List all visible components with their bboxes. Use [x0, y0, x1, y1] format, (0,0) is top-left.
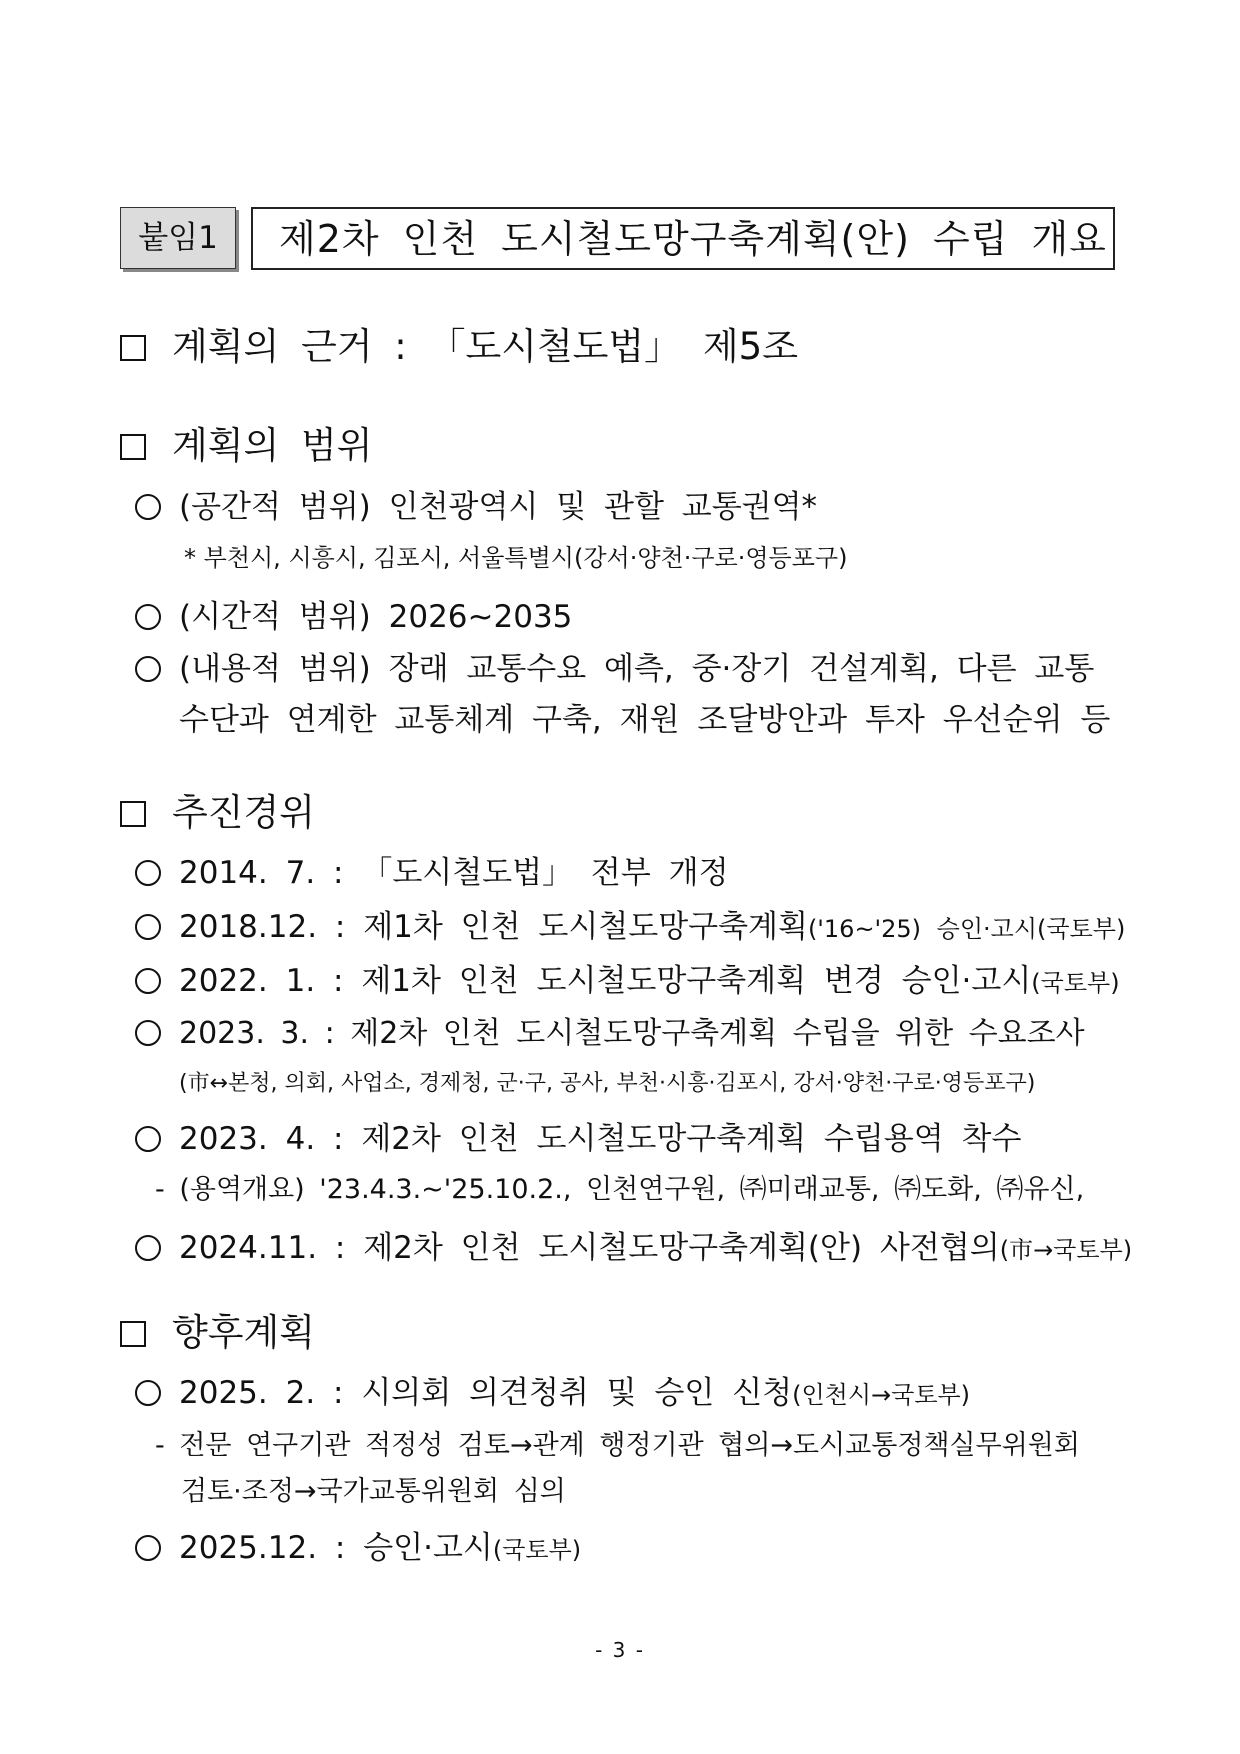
- list-item: [135, 906, 1125, 950]
- circle-bullet-icon: [135, 914, 161, 940]
- page-number: - 3 -: [595, 1638, 645, 1662]
- list-item: [135, 1227, 1132, 1271]
- list-item-text: 2024.11. : 제2차 인천 도시철도망구축계획(안) 사전협의: [179, 1230, 1000, 1266]
- sub-item: - (용역개요) '23.4.3.~'25.10.2., 인천연구원, ㈜미래교통, ㈜도화, ㈜유신,: [155, 1174, 1085, 1205]
- section-title: 추진경위: [172, 791, 315, 834]
- list-item-text: 2018.12. : 제1차 인천 도시철도망구축계획: [179, 909, 808, 945]
- list-item: [135, 596, 572, 638]
- checkbox-square-icon: [120, 434, 146, 460]
- checkbox-square-icon: [120, 335, 146, 361]
- list-item: [135, 960, 1120, 1004]
- list-item: [135, 1118, 1021, 1160]
- section-basis: [120, 324, 798, 370]
- list-item-suffix: (인천시→국토부): [792, 1381, 971, 1409]
- circle-bullet-icon: [135, 860, 161, 886]
- checkbox-square-icon: [120, 801, 146, 827]
- section-scope: [120, 423, 372, 469]
- circle-bullet-icon: [135, 656, 161, 682]
- list-item-text: (시간적 범위) 2026~2035: [179, 599, 573, 635]
- list-item-text: 2023. 3. : 제2차 인천 도시철도망구축계획 수립을 위한 수요조사: [179, 1016, 1085, 1051]
- list-item-suffix: (국토부): [1031, 969, 1120, 997]
- sub-note: (市↔본청, 의회, 사업소, 경제청, 군·구, 공사, 부천·시흥·김포시, 강서·양천·구로·영등포구): [179, 1071, 1036, 1096]
- footnote: * 부천시, 시흥시, 김포시, 서울특별시(강서·양천·구로·영등포구): [184, 544, 848, 572]
- list-item: [135, 486, 817, 528]
- circle-bullet-icon: [135, 1235, 161, 1261]
- sub-item-continuation: 검토·조정→국가교통위원회 심의: [181, 1476, 566, 1507]
- list-item-text: 2025.12. : 승인·고시: [179, 1530, 493, 1566]
- section-history: [120, 790, 315, 836]
- document-title: 제2차 인천 도시철도망구축계획(안) 수립 개요: [251, 207, 1115, 270]
- sub-item: - 전문 연구기관 적정성 검토→관계 행정기관 협의→도시교통정책실무위원회: [155, 1430, 1080, 1461]
- circle-bullet-icon: [135, 494, 161, 520]
- list-item: [135, 1372, 970, 1416]
- list-item-text: 2022. 1. : 제1차 인천 도시철도망구축계획 변경 승인·고시: [179, 963, 1032, 999]
- section-plan: [120, 1310, 315, 1356]
- list-item-text: 2023. 4. : 제2차 인천 도시철도망구축계획 수립용역 착수: [179, 1121, 1022, 1157]
- list-item-text: (내용적 범위) 장래 교통수요 예측, 중·장기 건설계획, 다른 교통: [179, 651, 1095, 687]
- section-title: 계획의 근거 : 「도시철도법」 제5조: [172, 325, 798, 368]
- checkbox-square-icon: [120, 1321, 146, 1347]
- list-item-suffix: (국토부): [492, 1536, 582, 1564]
- circle-bullet-icon: [135, 1020, 161, 1046]
- circle-bullet-icon: [135, 604, 161, 630]
- list-item-suffix: (市→국토부): [999, 1236, 1133, 1264]
- section-title: 계획의 범위: [172, 424, 373, 467]
- list-item-suffix: ('16~'25) 승인·고시(국토부): [807, 915, 1126, 943]
- list-item: [135, 648, 1094, 690]
- list-item-text: 2025. 2. : 시의회 의견청취 및 승인 신청: [179, 1375, 793, 1411]
- list-item-text: (공간적 범위) 인천광역시 및 관할 교통권역*: [179, 489, 818, 525]
- list-item: [135, 852, 729, 894]
- list-item: [135, 1013, 1085, 1055]
- list-item-text: 2014. 7. : 「도시철도법」 전부 개정: [179, 855, 729, 891]
- attachment-label: 붙임1: [120, 207, 236, 269]
- circle-bullet-icon: [135, 1380, 161, 1406]
- circle-bullet-icon: [135, 1126, 161, 1152]
- list-item-continuation: 수단과 연계한 교통체계 구축, 재원 조달방안과 투자 우선순위 등: [179, 702, 1111, 738]
- circle-bullet-icon: [135, 1535, 161, 1561]
- list-item: [135, 1527, 581, 1571]
- section-title: 향후계획: [172, 1311, 315, 1354]
- circle-bullet-icon: [135, 968, 161, 994]
